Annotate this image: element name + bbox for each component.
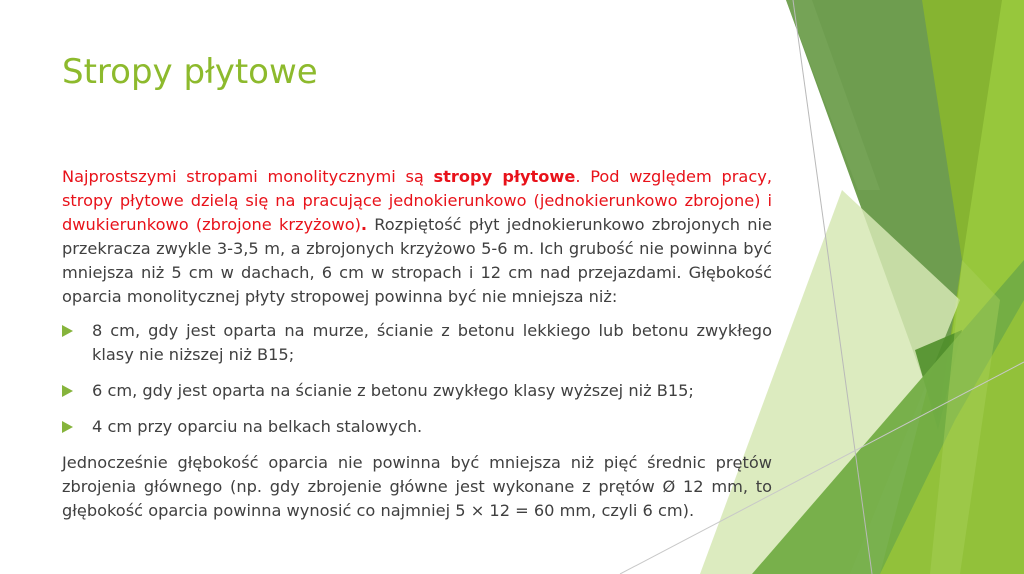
intro-red-bold-term: stropy płytowe	[433, 167, 576, 186]
intro-red-bold-period: .	[360, 215, 368, 234]
bullet-text: 4 cm przy oparciu na belkach stalowych.	[92, 417, 423, 436]
intro-normal-text: Rozpiętość płyt jednokierunkowo zbrojonych nie przekracza zwykle 3-3,5 m, a zbrojonych krzyżowo 5-6 m. Ich grubość nie powinna być mniejsza niż 5 cm w dachach, 6 cm w stropach i 12 cm nad przejazdami. Głębokość oparcia monolitycznej płyty stropowej powinna być nie mniejsza niż:	[62, 215, 772, 306]
bullet-item	[62, 319, 772, 367]
intro-red-text-2: . Pod względem pracy, stropy płytowe dzielą się na pracujące jednokierunkowo (jednokierunkowo zbrojone) i dwukierunkowo (zbrojone krzyżowo)	[62, 167, 772, 234]
triangle-bullet-icon	[62, 325, 73, 337]
intro-red-text: Najprostszymi stropami monolitycznymi są	[62, 167, 434, 186]
triangle-bullet-icon	[62, 421, 73, 433]
intro-paragraph	[62, 165, 772, 309]
triangle-bullet-icon	[62, 385, 73, 397]
closing-paragraph: Jednocześnie głębokość oparcia nie powinna być mniejsza niż pięć średnic prętów zbrojenia głównego (np. gdy zbrojenie główne jest wykonane z prętów Ø 12 mm, to głębokość oparcia powinna wynosić co najmniej 5 × 12 = 60 mm, czyli 6 cm).	[62, 453, 772, 520]
slide-body	[62, 165, 772, 523]
bullet-item	[62, 379, 772, 403]
bullet-text: 8 cm, gdy jest oparta na murze, ścianie z betonu lekkiego lub betonu zwykłego klasy nie niższej niż B15;	[92, 321, 772, 364]
bullet-item	[62, 415, 772, 439]
bullet-list	[62, 319, 772, 439]
bullet-text: 6 cm, gdy jest oparta na ścianie z betonu zwykłego klasy wyższej niż B15;	[92, 381, 694, 400]
slide-title: Stropy płytowe	[62, 52, 318, 92]
